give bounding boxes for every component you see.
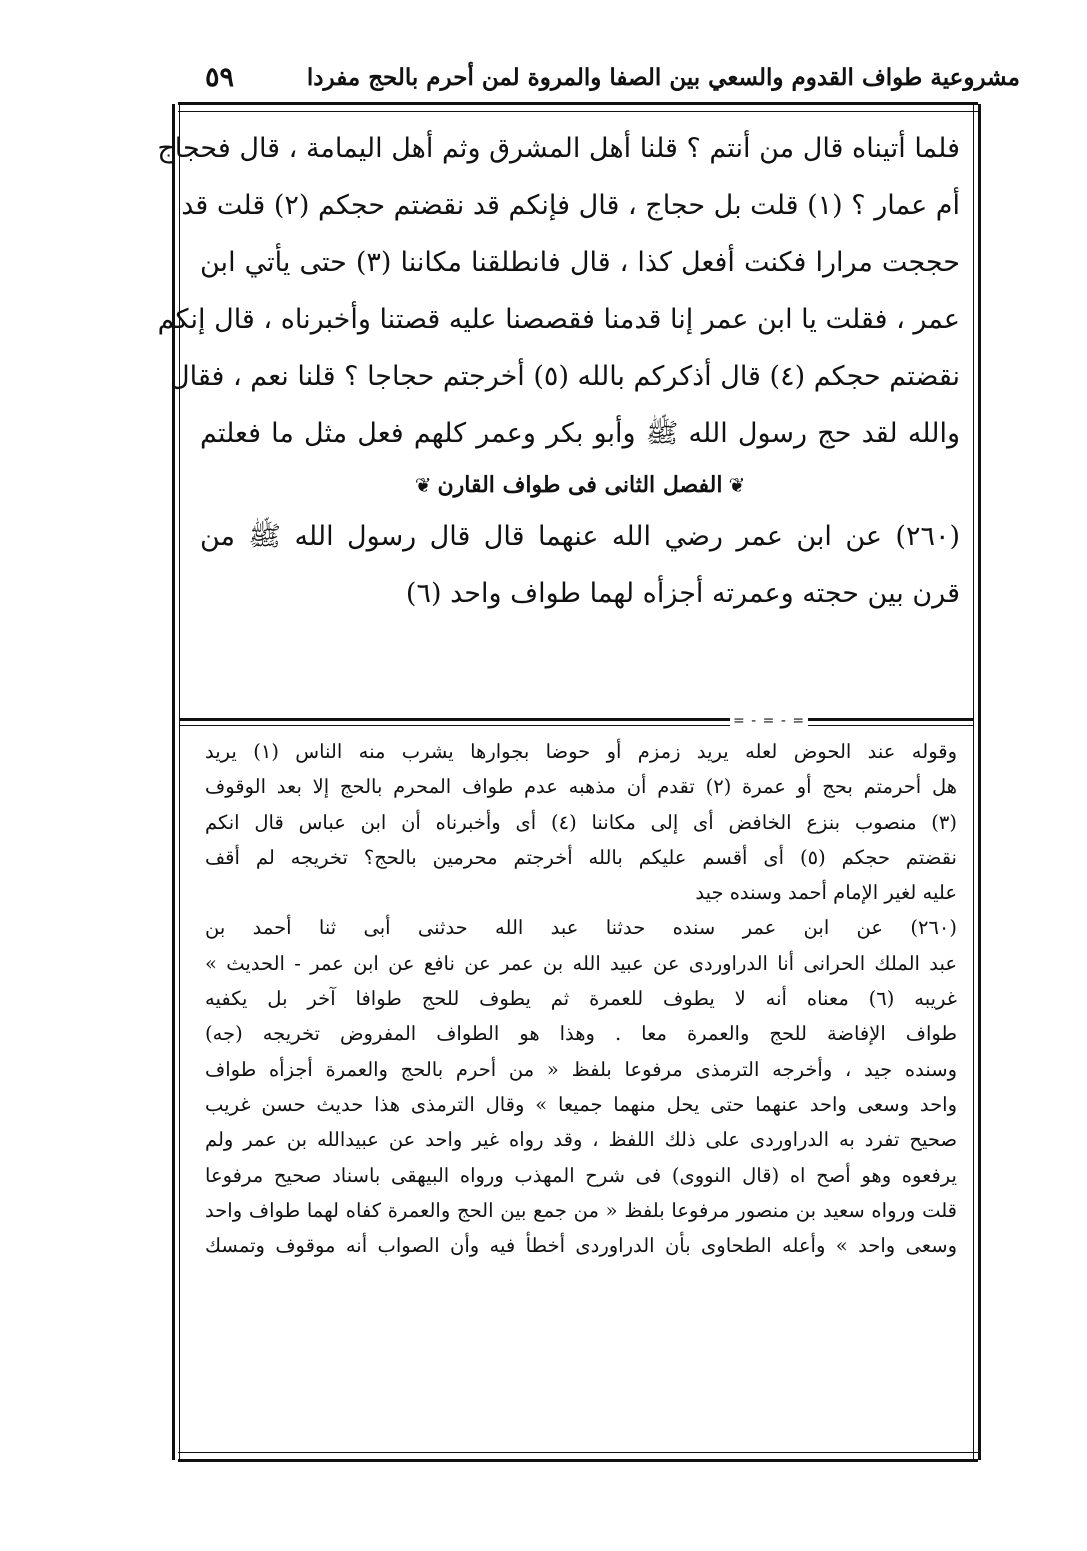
main-line: عمر ، فقلت يا ابن عمر إنا قدمنا فقصصنا عليه قصتنا وأخبرناه ، قال إنكم — [157, 304, 960, 335]
section-heading-text: الفصل الثانى فى طواف القارن — [437, 472, 723, 498]
notes-divider — [180, 718, 973, 726]
note-line: وسنده جيد ، وأخرجه الترمذى مرفوعا بلفظ « من أحرم بالحج والعمرة أجزأه طواف — [205, 1057, 957, 1081]
main-text-block — [157, 120, 960, 622]
note-line: هل أحرمتم بحج أو عمرة (٢) تقدم أن مذهبه عدم طواف المحرم بالحج إلا بعد الوقوف — [205, 775, 958, 799]
note-line: قلت ورواه سعيد بن منصور مرفوعا بلفظ « من جمع بين الحج والعمرة كفاه لهما طواف واحد — [205, 1198, 957, 1222]
main-line: والله لقد حج رسول الله ﷺ وأبو بكر وعمر كلهم فعل مثل ما فعلتم — [200, 418, 960, 449]
ornament-left-icon: ❦ — [414, 473, 432, 497]
page-number: ٥٩ — [205, 61, 235, 93]
note-line: (٣) منصوب بنزع الخافض أى إلى مكاننا (٤) أى وأخبرناه أن ابن عباس قال انكم — [205, 810, 957, 834]
frame-top-rule — [178, 102, 978, 112]
ornament-right-icon: ❦ — [728, 473, 746, 497]
header-title: مشروعية طواف القدوم والسعي بين الصفا والمروة لمن أحرم بالحج مفردا — [306, 63, 1020, 91]
note-line: (٢٦٠) عن ابن عمر سنده حدثنا عبد الله حدثنى أبى ثنا أحمد بن — [205, 916, 957, 940]
main-line: نقضتم حجكم (٤) قال أذكركم بالله (٥) أخرجتم حجاجا ؟ قلنا نعم ، فقال — [169, 361, 960, 392]
notes-block — [205, 734, 957, 1263]
note-line: يرفعوه وهو أصح اه (قال النووى) فى شرح المهذب ورواه البيهقى باسناد صحيح مرفوعا — [205, 1163, 957, 1187]
main-line: أم عمار ؟ (١) قلت بل حجاج ، قال فإنكم قد نقضتم حجكم (٢) قلت قد — [181, 190, 960, 221]
section-heading — [200, 462, 960, 508]
note-line: وسعى واحد » وأعله الطحاوى بأن الدراوردى أخطأ فيه وأن الصواب أنه موقوف وتمسك — [205, 1234, 957, 1258]
note-line: طواف الإفاضة للحج والعمرة معا . وهذا هو الطواف المفروض تخريجه (جه) — [205, 1022, 957, 1046]
note-line: غريبه (٦) معناه أنه لا يطوف للعمرة ثم يطوف للحج طوافا آخر بل يكفيه — [205, 987, 957, 1011]
frame-bottom-rule — [178, 1452, 978, 1462]
note-line: نقضتم حجكم (٥) أى أقسم عليكم بالله أخرجتم محرمين بالحج؟ تخريجه لم أقف — [205, 845, 957, 869]
frame-right-rule — [973, 104, 981, 1460]
note-line: وقوله عند الحوض لعله يريد زمزم أو حوضا بجوارها يشرب منه الناس (١) يريد — [205, 740, 958, 763]
note-line: عبد الملك الحرانى أنا الدراوردى عن عبيد الله بن عمر عن نافع عن ابن عمر - الحديث » — [205, 951, 957, 975]
hadith-line: (٢٦٠) عن ابن عمر رضي الله عنهما قال قال رسول الله ﷺ من — [200, 521, 960, 552]
note-line: عليه لغير الإمام أحمد وسنده جيد — [695, 881, 957, 905]
running-header — [205, 52, 1020, 102]
main-line: فلما أتيناه قال من أنتم ؟ قلنا أهل المشرق وثم أهل اليمامة ، قال فحجاج — [157, 133, 960, 164]
hadith-line: قرن بين حجته وعمرته أجزأه لهما طواف واحد (٦) — [405, 578, 960, 609]
note-line: واحد وسعى واحد عنهما حتى يحل منهما جميعا » وقال الترمذى هذا حديث حسن غريب — [205, 1092, 957, 1116]
note-line: صحيح تفرد به الدراوردى على ذلك اللفظ ، وقد رواه غير واحد عن عبيدالله بن عمر ولم — [205, 1128, 957, 1152]
divider-ornament-icon: = - = - = — [730, 713, 808, 729]
main-line: حججت مرارا فكنت أفعل كذا ، قال فانطلقنا مكاننا (٣) حتى يأتي ابن — [200, 247, 960, 278]
